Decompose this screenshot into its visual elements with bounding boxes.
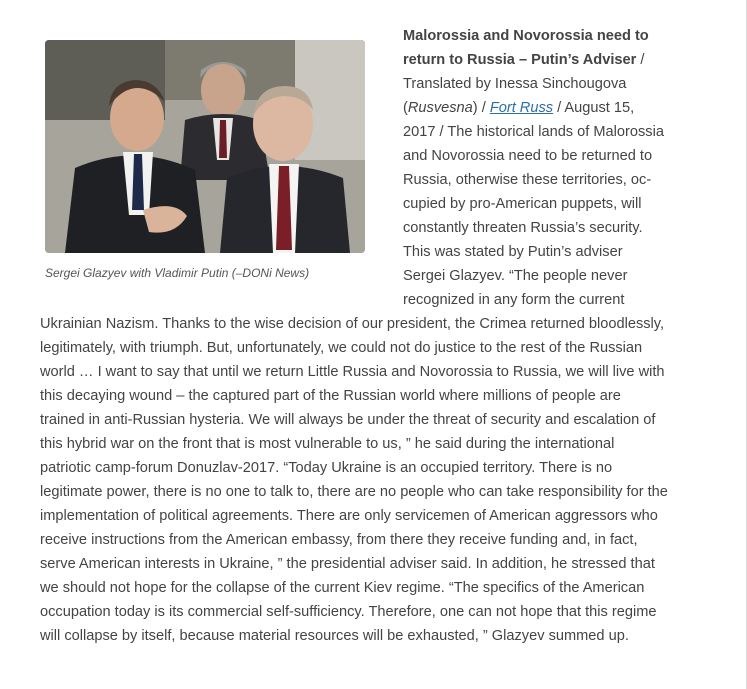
fort-russ-link[interactable]: Fort Russ [489,100,554,116]
translated-source: Rusvesna [407,100,473,116]
photo-illustration [45,40,365,253]
article-body: The historical lands of Malorossia and Novorossia need to be returned to Russia, otherwise these territories, occupied by pro-American puppets, will constantly threaten Russia’s security. This was stated by Putin’s adviser Sergei Glazyev. “The people never recognized in any form the current Ukrainian Nazism. Thanks to the wise decision of our president, the Crimea returned bloodlessly, legitimately, with triumph. But, unfortunately, we could not do justice to the rest of the Russian world … I want to say that until we return Little Russia and Novorossia to Russia, we will live with this decaying wound – the captured part of the Russian world where millions of people are trained in anti-Russian hysteria. We will always be under the threat of security and escalation of this hybrid war on the front that is most vulnerable to us, ” he said during the international patriotic camp-forum Donuzlav-2017. “Today Ukraine is an occupied territory. There is no legitimate power, there is no one to talk to, there are no people who can take responsibility for the implementation of political agreements. There are only servicemen of American aggressors who receive instructions from the American embassy, from there they receive funding and, in fact, serve American interests in Ukraine, ” the presidential adviser said. In addition, he stressed that we should not hope for the collapse of the current Kiev regime. “The specifics of the American occupation today is its commercial self-sufficiency. Therefore, one can not hope that this regime will collapse by itself, because material resources will be exhausted, ” Glazyev summed up. [40,124,668,644]
article-figure [45,40,367,281]
photo-caption: Sergei Glazyev with Vladimir Putin (–DONi News) [45,266,310,280]
separator: / [636,52,645,68]
article-photo [45,40,365,253]
article-date: / August 15, 2017 / [403,100,635,140]
translated-close: ) / [472,100,490,116]
article [40,24,668,648]
translator-credit: Translated by Inessa Sinchougova ( [403,76,627,116]
article-headline: Malorossia and Novorossia need to return to Russia – Putin’s Adviser [403,28,649,68]
